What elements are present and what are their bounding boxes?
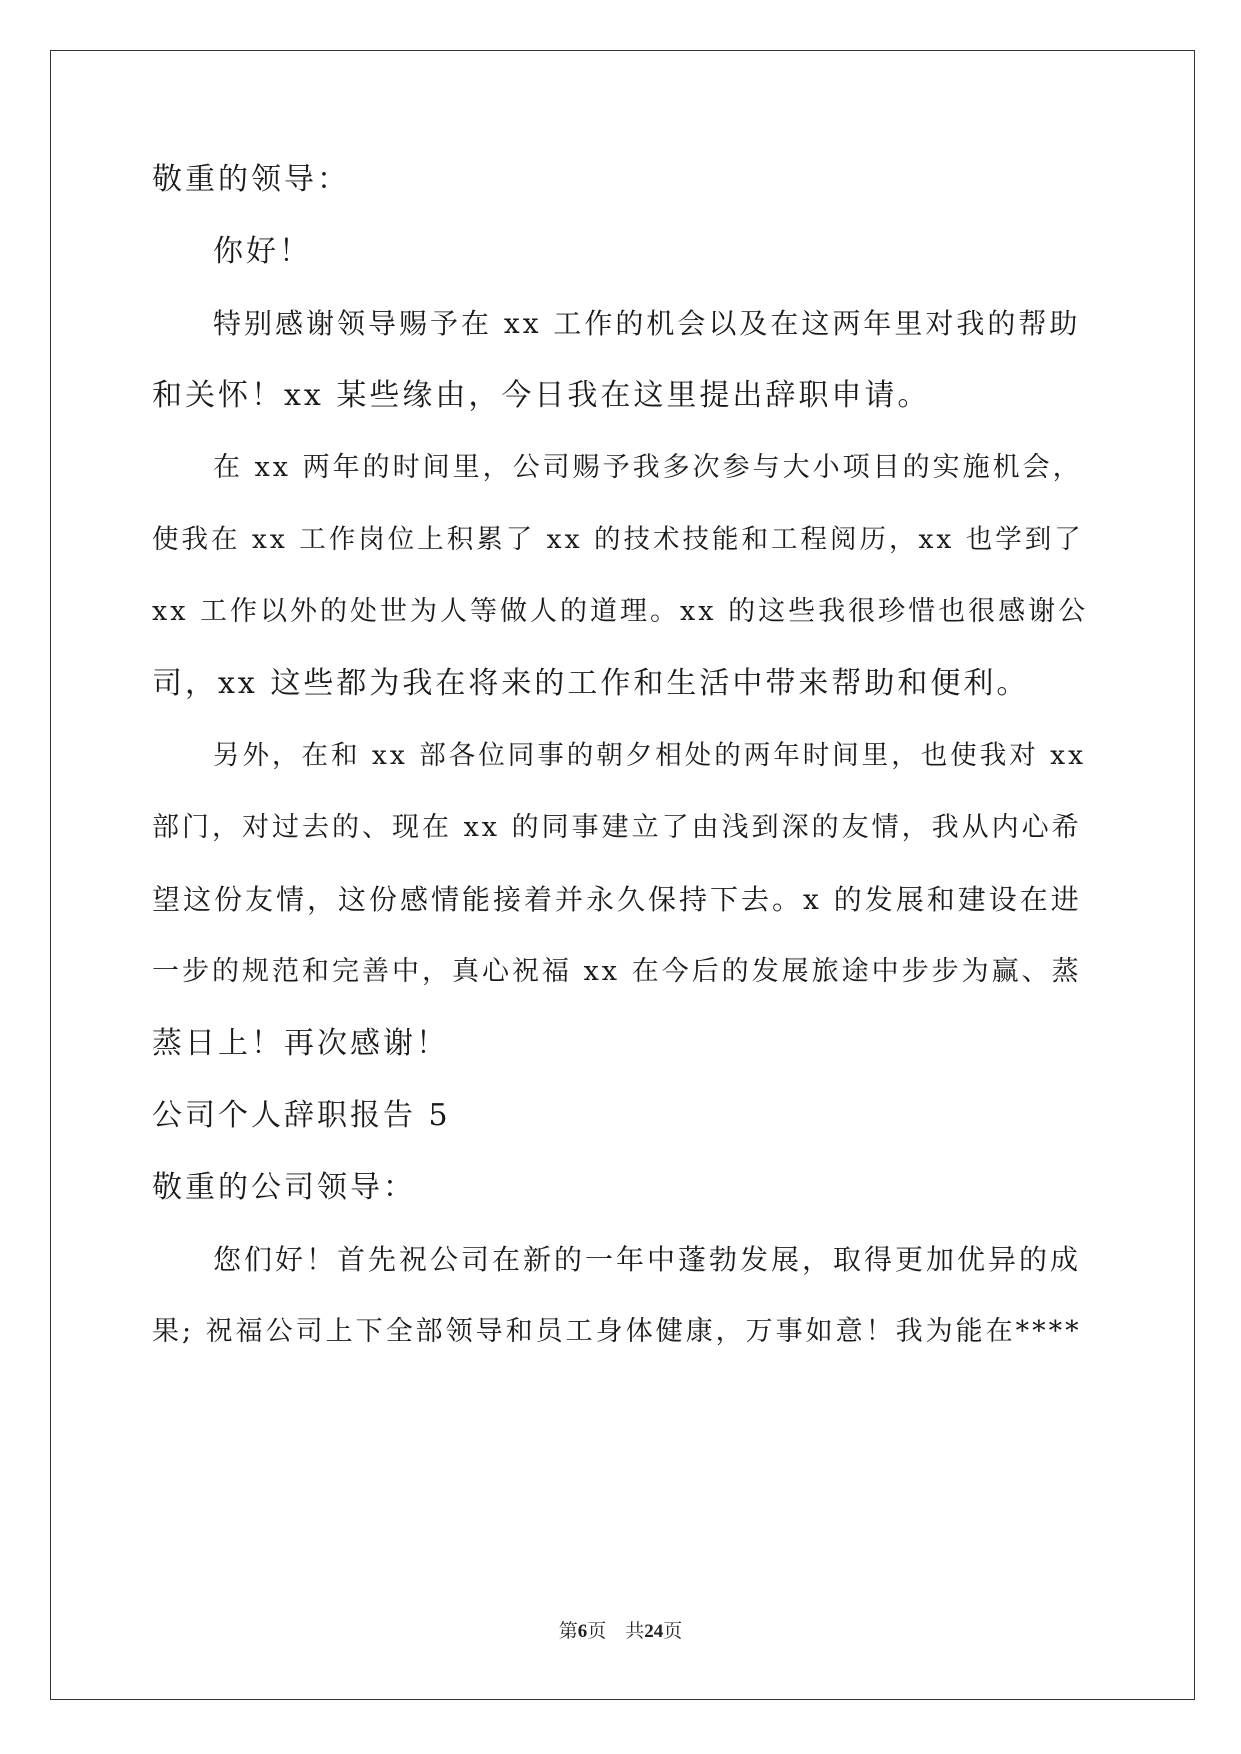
page-footer [0, 1616, 1241, 1643]
paragraph-line: 和关怀！xx 某些缘由，今日我在这里提出辞职申请。 [152, 378, 931, 413]
footer-suffix: 页 [663, 1621, 683, 1642]
paragraph-line: 蒸日上！再次感谢！ [152, 1026, 449, 1061]
paragraph-line: 望这份友情，这份感情能接着并永久保持下去。x 的发展和建设在进 [152, 883, 1082, 916]
paragraph-line: 部门，对过去的、现在 xx 的同事建立了由浅到深的友情，我从内心希 [152, 812, 1082, 843]
paragraph-line: 特别感谢领导赐予在 xx 工作的机会以及在这两年里对我的帮助 [213, 307, 1081, 340]
footer-prefix: 第 [558, 1621, 578, 1642]
paragraph-line: 在 xx 两年的时间里，公司赐予我多次参与大小项目的实施机会， [213, 452, 1083, 483]
greeting: 你好！ [213, 234, 312, 269]
paragraph-line: 一步的规范和完善中，真心祝福 xx 在今后的发展旅途中步步为赢、蒸 [152, 956, 1082, 987]
paragraph-line: 使我在 xx 工作岗位上积累了 xx 的技术技能和工程阅历，xx 也学到了 [152, 524, 1084, 555]
page-border [50, 50, 1195, 1700]
paragraph-line: 果; 祝福公司上下全部领导和员工身体健康，万事如意！我为能在**** [152, 1316, 1082, 1347]
footer-mid: 页 共 [587, 1621, 645, 1642]
paragraph-line: 另外，在和 xx 部各位同事的朝夕相处的两年时间里，也使我对 xx [213, 740, 1087, 771]
paragraph-line: 司，xx 这些都为我在将来的工作和生活中带来帮助和便利。 [152, 666, 1030, 701]
footer-page-number: 6 [577, 1621, 588, 1642]
paragraph-line: xx 工作以外的处世为人等做人的道理。xx 的这些我很珍惜也很感谢公 [152, 596, 1089, 627]
paragraph-line: 您们好！首先祝公司在新的一年中蓬勃发展，取得更加优异的成 [213, 1243, 1082, 1276]
footer-total-pages: 24 [644, 1621, 664, 1642]
section-heading: 公司个人辞职报告 5 [152, 1098, 451, 1133]
salutation: 敬重的领导： [152, 162, 350, 197]
salutation: 敬重的公司领导： [152, 1170, 416, 1205]
